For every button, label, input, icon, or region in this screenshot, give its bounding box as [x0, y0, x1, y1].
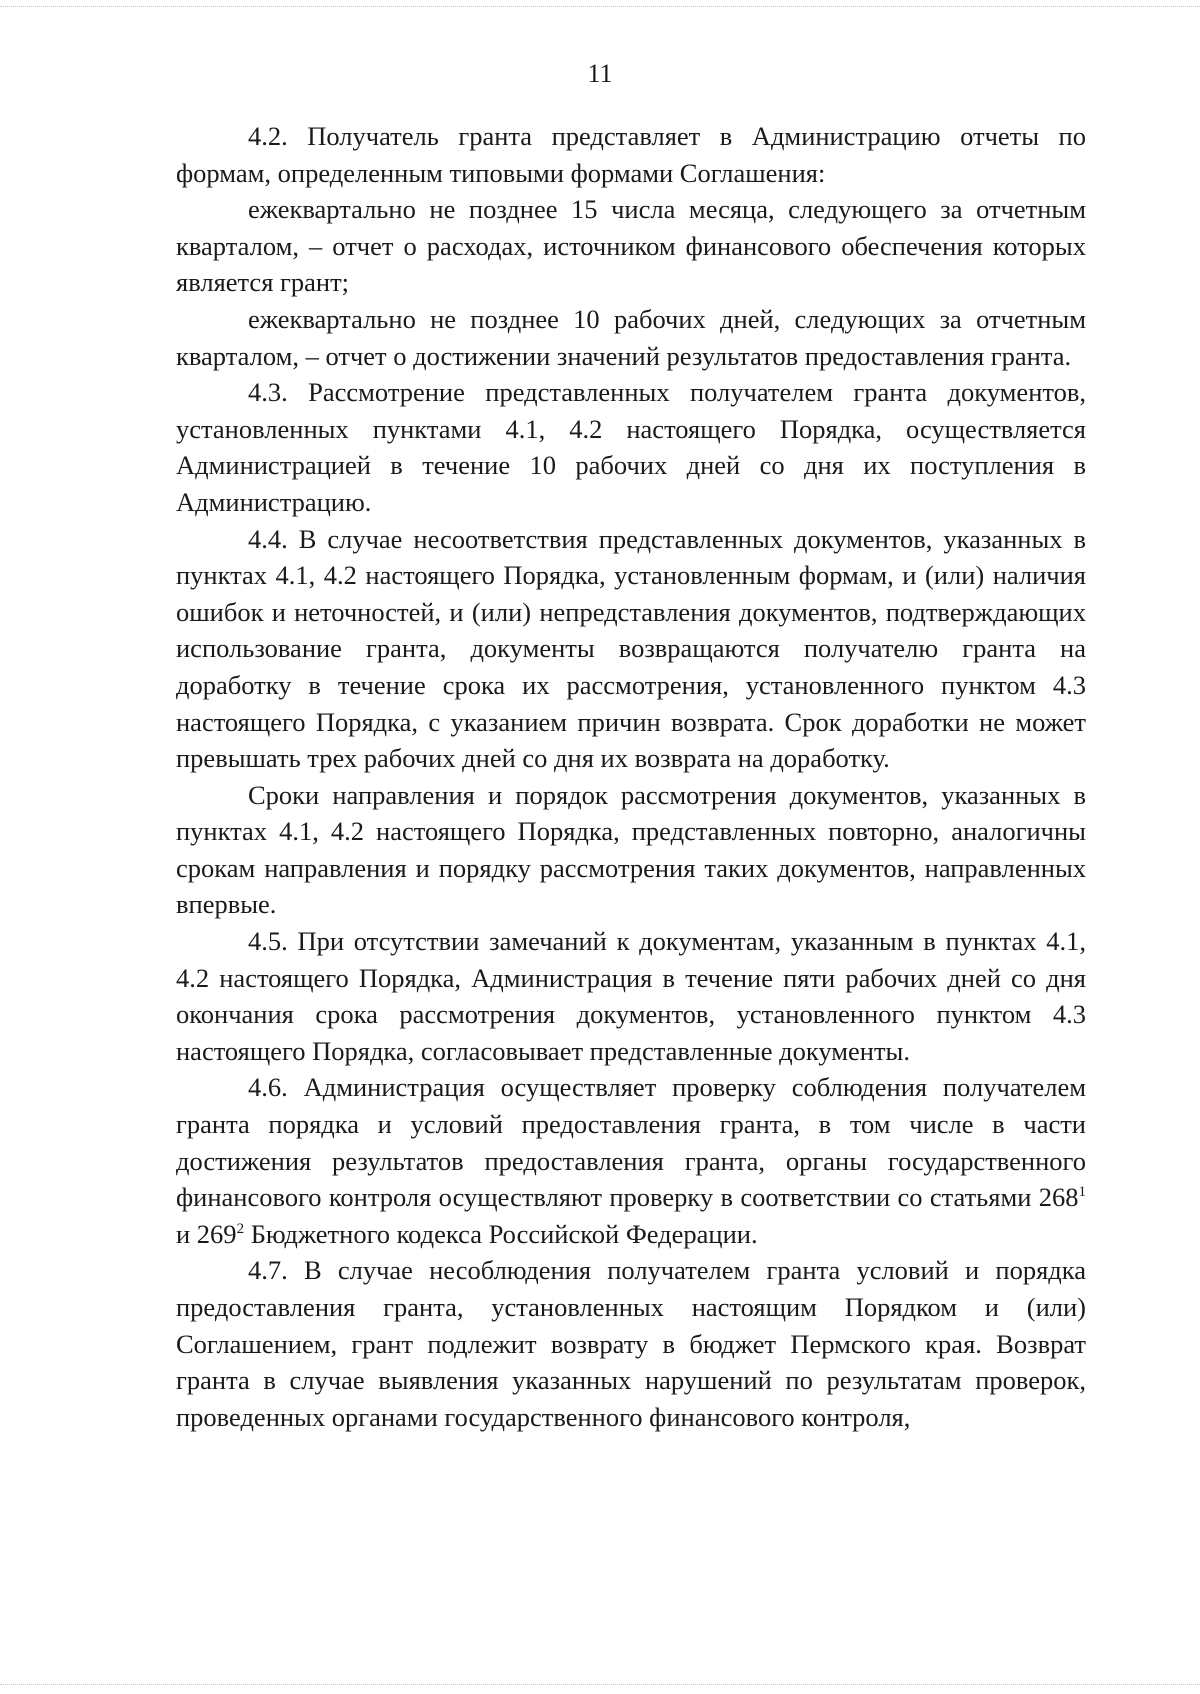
paragraph-4-2: 4.2. Получатель гранта представляет в Администрацию отчеты по формам, определенным типовыми формами Соглашения:: [176, 121, 1086, 188]
paragraph-4-6: [176, 1069, 1086, 1252]
paragraph-4-6-part3: Бюджетного кодекса Российской Федерации.: [244, 1218, 758, 1249]
paragraph-4-6-part2: и 269: [176, 1218, 237, 1249]
paragraph-resubmission: Сроки направления и порядок рассмотрения документов, указанных в пунктах 4.1, 4.2 настоящего Порядка, представленных повторно, аналогичны срокам направления и порядку рассмотрения таких документов, направленных впервые.: [176, 779, 1086, 920]
scan-edge-bottom: [0, 1684, 1200, 1686]
paragraph-4-5: 4.5. При отсутствии замечаний к документам, указанным в пунктах 4.1, 4.2 настоящего Порядка, Администрация в течение пяти рабочих дней со дня окончания срока рассмотрения документов, установленного пунктом 4.3 настоящего Порядка, согласовывает представленные документы.: [176, 926, 1086, 1066]
document-body: [176, 118, 1086, 1435]
paragraph-4-7: 4.7. В случае несоблюдения получателем гранта условий и порядка предоставления гранта, установленных настоящим Порядком и (или) Соглашением, грант подлежит возврату в бюджет Пермского края. Возврат гранта в случае выявления указанных нарушений по результатам проверок, проведенных органами государственного финансового контроля,: [176, 1255, 1086, 1432]
superscript-2: 2: [236, 1220, 245, 1237]
scan-edge-top: [0, 6, 1200, 8]
page-number: 11: [587, 59, 613, 88]
paragraph-4-4: 4.4. В случае несоответствия представленных документов, указанных в пунктах 4.1, 4.2 настоящего Порядка, установленным формам, и (или) наличия ошибок и неточностей, и (или) непредставления документов, подтверждающих использование гранта, документы возвращаются получателю гранта на доработку в течение срока их рассмотрения, установленного пунктом 4.3 настоящего Порядка, с указанием причин возврата. Срок доработки не может превышать трех рабочих дней со дня их возврата на доработку.: [176, 523, 1086, 774]
paragraph-quarterly-expenses: ежеквартально не позднее 15 числа месяца, следующего за отчетным кварталом, – отчет о расходах, источником финансового обеспечения которых является грант;: [176, 194, 1086, 298]
paragraph-4-6-part1: 4.6. Администрация осуществляет проверку соблюдения получателем гранта порядка и условий предоставления гранта, в том числе в части достижения результатов предоставления гранта, органы государственного финансового контроля осуществляют проверку в соответствии со статьями 268: [176, 1072, 1086, 1213]
paragraph-4-3: 4.3. Рассмотрение представленных получателем гранта документов, установленных пунктами 4.1, 4.2 настоящего Порядка, осуществляется Администрацией в течение 10 рабочих дней со дня их поступления в Администрацию.: [176, 377, 1086, 517]
superscript-1: 1: [1078, 1184, 1086, 1201]
paragraph-quarterly-results: ежеквартально не позднее 10 рабочих дней, следующих за отчетным кварталом, – отчет о достижении значений результатов предоставления гранта.: [176, 303, 1086, 371]
